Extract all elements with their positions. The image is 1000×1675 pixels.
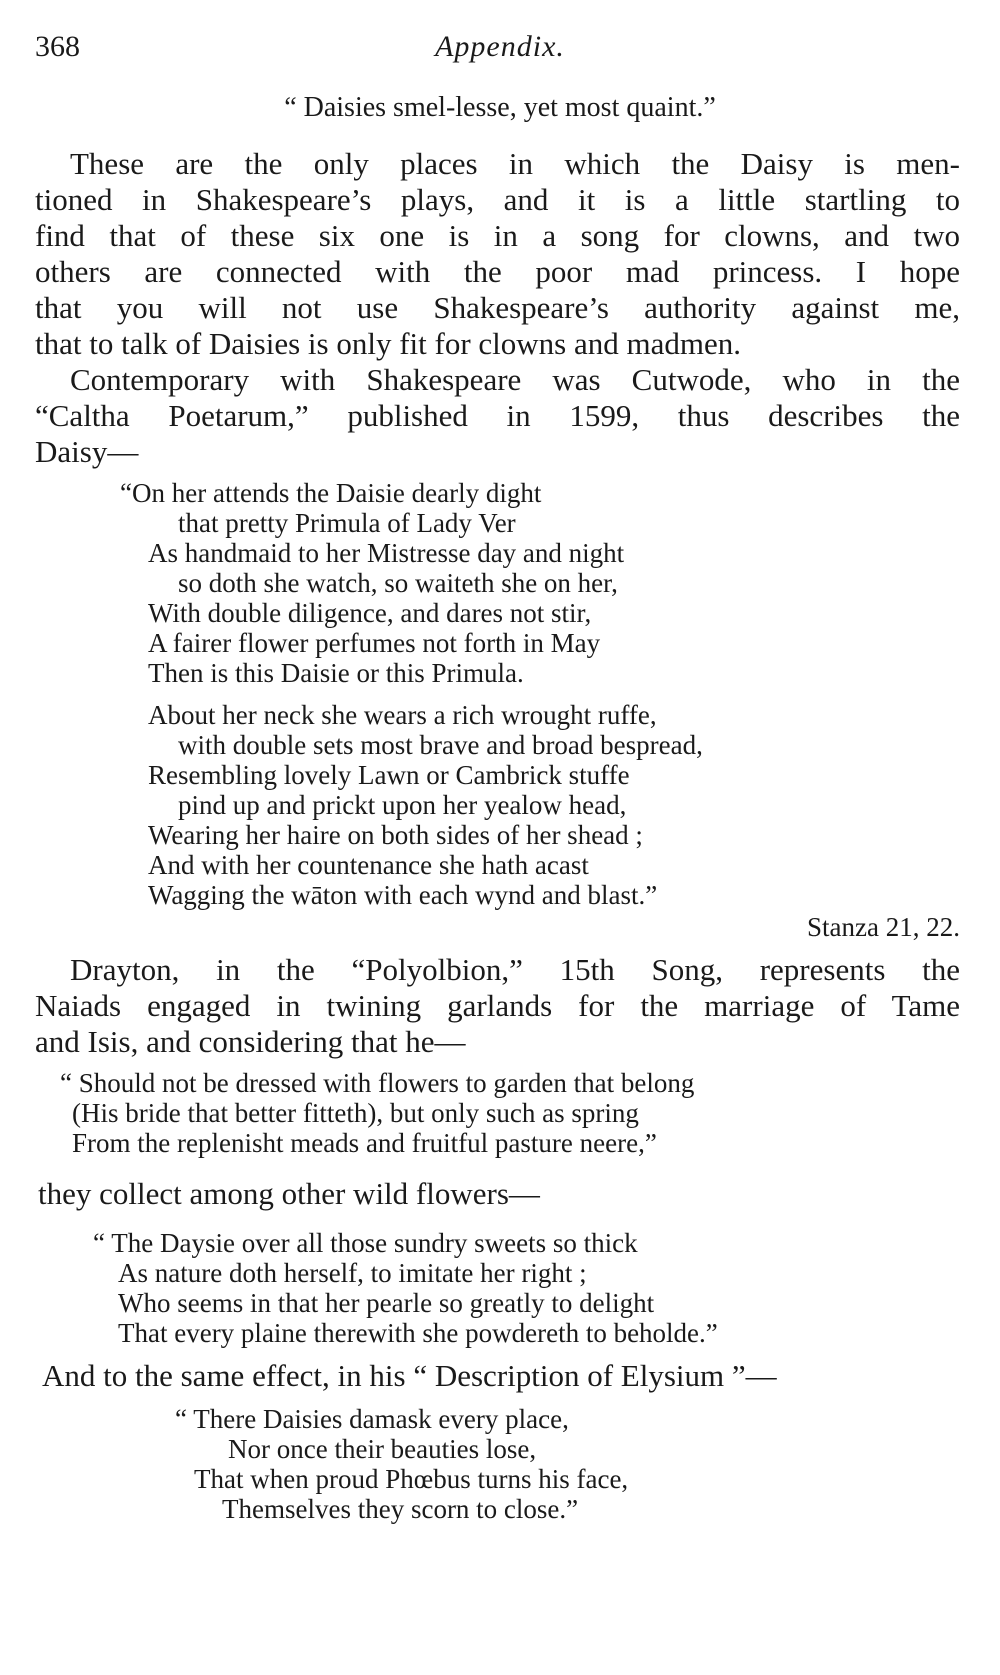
poem4-line: Themselves they scorn to close.”	[222, 1494, 579, 1524]
poem4-line: Nor once their beauties lose,	[228, 1434, 537, 1464]
para3-line: and Isis, and considering that he—	[35, 1024, 466, 1059]
poem4-line: That when proud Phœbus turns his face,	[194, 1464, 629, 1494]
page-number: 368	[35, 30, 80, 63]
poem1-line: Then is this Daisie or this Primula.	[148, 658, 524, 688]
para4-line: they collect among other wild flowers—	[38, 1176, 540, 1211]
poem3-line: That every plaine therewith she powdereth to beholde.”	[118, 1318, 718, 1348]
para1-line: that to talk of Daisies is only fit for clowns and madmen.	[35, 326, 741, 361]
para3-line: Drayton, in the “Polyolbion,” 15th Song, represents the	[70, 952, 960, 987]
poem1-line: Wagging the wāton with each wynd and blast.”	[148, 880, 658, 910]
para1-line: These are the only places in which the Daisy is men-	[70, 146, 960, 181]
poem2-line: (His bride that better fitteth), but only such as spring	[72, 1098, 639, 1128]
poem1-line: with double sets most brave and broad bespread,	[178, 730, 703, 760]
poem1-line: About her neck she wears a rich wrought ruffe,	[148, 700, 657, 730]
stanza-attribution: Stanza 21, 22.	[807, 912, 960, 942]
poem1-line: A fairer flower perfumes not forth in May	[148, 628, 601, 658]
para2-line: Daisy—	[35, 434, 139, 469]
poem1-line: that pretty Primula of Lady Ver	[178, 508, 516, 538]
poem1-line: Resembling lovely Lawn or Cambrick stuffe	[148, 760, 630, 790]
poem3-line: Who seems in that her pearle so greatly to delight	[118, 1288, 655, 1318]
para5-line: And to the same effect, in his “ Description of Elysium ”—	[42, 1358, 777, 1393]
para2-line: Contemporary with Shakespeare was Cutwode, who in the	[70, 362, 960, 397]
poem1-line: Wearing her haire on both sides of her shead ;	[148, 820, 643, 850]
poem3-line: “ The Daysie over all those sundry sweets so thick	[93, 1228, 638, 1258]
poem1-line: pind up and prickt upon her yealow head,	[178, 790, 627, 820]
epigraph: “ Daisies smel-lesse, yet most quaint.”	[284, 92, 716, 123]
para1-line: that you will not use Shakespeare’s authority against me,	[35, 290, 960, 325]
poem1-line: With double diligence, and dares not stir,	[148, 598, 592, 628]
para3-line: Naiads engaged in twining garlands for the marriage of Tame	[35, 988, 960, 1023]
para1-line: find that of these six one is in a song for clowns, and two	[35, 218, 960, 253]
poem4-line: “ There Daisies damask every place,	[175, 1404, 569, 1434]
poem3-line: As nature doth herself, to imitate her right ;	[118, 1258, 587, 1288]
poem2-line: “ Should not be dressed with flowers to garden that belong	[60, 1068, 695, 1098]
para1-line: tioned in Shakespeare’s plays, and it is a little startling to	[35, 182, 960, 217]
poem1-line: As handmaid to her Mistresse day and night	[148, 538, 625, 568]
running-head: Appendix.	[435, 30, 565, 63]
poem1-line: And with her countenance she hath acast	[148, 850, 589, 880]
para1-line: others are connected with the poor mad princess. I hope	[35, 254, 960, 289]
poem1-line: so doth she watch, so waiteth she on her,	[178, 568, 618, 598]
poem1-line: “On her attends the Daisie dearly dight	[120, 478, 542, 508]
poem2-line: From the replenisht meads and fruitful pasture neere,”	[72, 1128, 657, 1158]
para2-line: “Caltha Poetarum,” published in 1599, thus describes the	[35, 398, 960, 433]
page-header	[0, 30, 1000, 70]
